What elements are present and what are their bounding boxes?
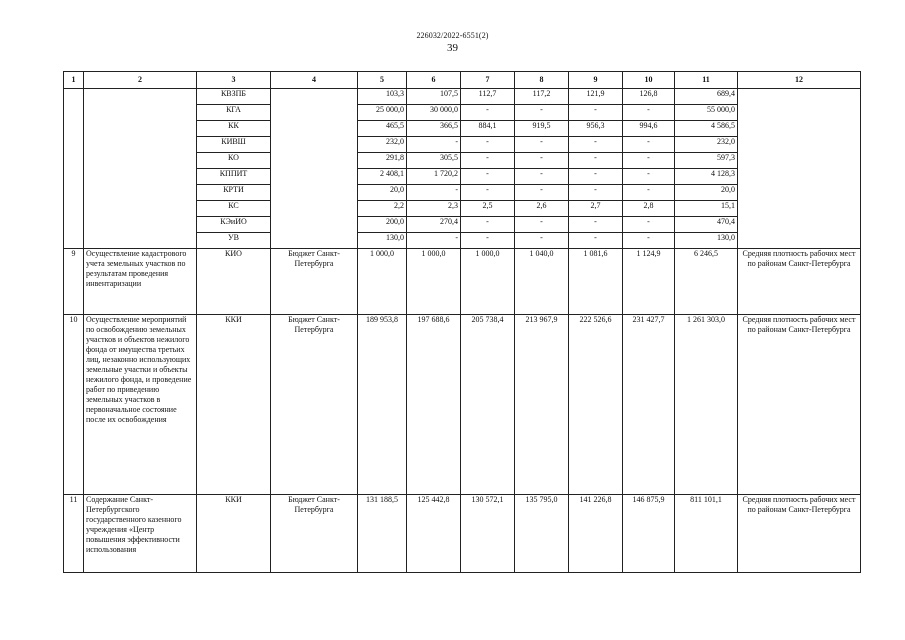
row-number-cell [64, 89, 84, 249]
value-cell: 465,5 [358, 121, 407, 137]
value-cell: - [515, 105, 569, 121]
value-cell: - [569, 137, 623, 153]
value-cell: - [407, 233, 461, 249]
description-cell [84, 89, 197, 249]
executor-code-cell: КРТИ [197, 185, 271, 201]
funding-source-cell: Бюджет Санкт-Петербурга [271, 315, 358, 495]
indicator-cell: Средняя плотность рабочих мест по районам Санкт-Петербурга [738, 315, 861, 495]
value-cell: - [461, 169, 515, 185]
value-cell: 1 000,0 [461, 249, 515, 315]
value-cell: 112,7 [461, 89, 515, 105]
value-cell: - [407, 185, 461, 201]
value-cell: 189 953,8 [358, 315, 407, 495]
col-header: 8 [515, 72, 569, 89]
table-row [64, 89, 861, 105]
value-cell: 6 246,5 [675, 249, 738, 315]
funding-source-cell: Бюджет Санкт-Петербурга [271, 249, 358, 315]
value-cell: 126,8 [623, 89, 675, 105]
value-cell: 205 738,4 [461, 315, 515, 495]
value-cell: 15,1 [675, 201, 738, 217]
col-header: 10 [623, 72, 675, 89]
value-cell: 1 261 303,0 [675, 315, 738, 495]
executor-code-cell: КЭиИО [197, 217, 271, 233]
value-cell: - [515, 233, 569, 249]
value-cell: 2,5 [461, 201, 515, 217]
value-cell: 4 586,5 [675, 121, 738, 137]
value-cell: 117,2 [515, 89, 569, 105]
value-cell: 232,0 [358, 137, 407, 153]
value-cell: 919,5 [515, 121, 569, 137]
value-cell: - [461, 185, 515, 201]
value-cell: - [569, 233, 623, 249]
program-table [63, 71, 861, 573]
col-header: 4 [271, 72, 358, 89]
value-cell: 121,9 [569, 89, 623, 105]
document-id: 226032/2022-6551(2) [416, 31, 489, 40]
value-cell: 1 000,0 [407, 249, 461, 315]
value-cell: 197 688,6 [407, 315, 461, 495]
column-numbers-row [64, 72, 861, 89]
value-cell: 130,0 [675, 233, 738, 249]
value-cell: 20,0 [675, 185, 738, 201]
executor-code-cell: ККИ [197, 495, 271, 573]
value-cell: 270,4 [407, 217, 461, 233]
value-cell: - [461, 153, 515, 169]
value-cell: - [461, 217, 515, 233]
value-cell: 597,3 [675, 153, 738, 169]
value-cell: 470,4 [675, 217, 738, 233]
value-cell: - [461, 233, 515, 249]
value-cell: 107,5 [407, 89, 461, 105]
value-cell: - [569, 105, 623, 121]
col-header: 5 [358, 72, 407, 89]
value-cell: 1 040,0 [515, 249, 569, 315]
value-cell: - [461, 105, 515, 121]
funding-source-cell [271, 89, 358, 249]
value-cell: 291,8 [358, 153, 407, 169]
value-cell: 20,0 [358, 185, 407, 201]
col-header: 11 [675, 72, 738, 89]
value-cell: 994,6 [623, 121, 675, 137]
value-cell: - [623, 153, 675, 169]
col-header: 6 [407, 72, 461, 89]
indicator-cell: Средняя плотность рабочих мест по районам Санкт-Петербурга [738, 495, 861, 573]
col-header: 7 [461, 72, 515, 89]
value-cell: 2,3 [407, 201, 461, 217]
value-cell: 1 124,9 [623, 249, 675, 315]
executor-code-cell: УВ [197, 233, 271, 249]
executor-code-cell: КК [197, 121, 271, 137]
executor-code-cell: КВЗПБ [197, 89, 271, 105]
value-cell: 55 000,0 [675, 105, 738, 121]
value-cell: - [623, 217, 675, 233]
value-cell: 141 226,8 [569, 495, 623, 573]
value-cell: - [569, 185, 623, 201]
value-cell: 1 081,6 [569, 249, 623, 315]
value-cell: 884,1 [461, 121, 515, 137]
col-header: 9 [569, 72, 623, 89]
value-cell: 135 795,0 [515, 495, 569, 573]
value-cell: 25 000,0 [358, 105, 407, 121]
value-cell: - [515, 169, 569, 185]
value-cell: 232,0 [675, 137, 738, 153]
value-cell: - [569, 153, 623, 169]
value-cell: 1 000,0 [358, 249, 407, 315]
executor-code-cell: КГА [197, 105, 271, 121]
value-cell: 125 442,8 [407, 495, 461, 573]
value-cell: - [623, 137, 675, 153]
value-cell: 200,0 [358, 217, 407, 233]
value-cell: 130 572,1 [461, 495, 515, 573]
col-header: 2 [84, 72, 197, 89]
description-cell: Осуществление мероприятий по освобождению земельных участков и объектов нежилого фонда от имущества третьих лиц, незаконно использующих земельные участки и объекты нежилого фонда, и проведение работ по приведению земельных участков в первоначальное состояние после их освобождения [84, 315, 197, 495]
value-cell: 956,3 [569, 121, 623, 137]
value-cell: 4 128,3 [675, 169, 738, 185]
value-cell: 130,0 [358, 233, 407, 249]
row-number-cell: 11 [64, 495, 84, 573]
table-row [64, 249, 861, 315]
value-cell: 2,2 [358, 201, 407, 217]
value-cell: - [623, 105, 675, 121]
executor-code-cell: КС [197, 201, 271, 217]
description-cell: Осуществление кадастрового учета земельных участков по результатам проведения инвентаризации [84, 249, 197, 315]
indicator-cell: Средняя плотность рабочих мест по районам Санкт-Петербурга [738, 249, 861, 315]
value-cell: 811 101,1 [675, 495, 738, 573]
col-header: 1 [64, 72, 84, 89]
value-cell: - [569, 169, 623, 185]
value-cell: - [515, 153, 569, 169]
executor-code-cell: КО [197, 153, 271, 169]
value-cell: 30 000,0 [407, 105, 461, 121]
value-cell: 222 526,6 [569, 315, 623, 495]
value-cell: 2 408,1 [358, 169, 407, 185]
row-number-cell: 10 [64, 315, 84, 495]
executor-code-cell: ККИ [197, 315, 271, 495]
value-cell: 213 967,9 [515, 315, 569, 495]
funding-source-cell: Бюджет Санкт-Петербурга [271, 495, 358, 573]
value-cell: - [623, 169, 675, 185]
executor-code-cell: КППИТ [197, 169, 271, 185]
value-cell: - [515, 137, 569, 153]
col-header: 12 [738, 72, 861, 89]
value-cell: 2,6 [515, 201, 569, 217]
value-cell: 2,8 [623, 201, 675, 217]
value-cell: 366,5 [407, 121, 461, 137]
value-cell: - [515, 185, 569, 201]
value-cell: 305,5 [407, 153, 461, 169]
value-cell: - [569, 217, 623, 233]
value-cell: 231 427,7 [623, 315, 675, 495]
value-cell: - [407, 137, 461, 153]
executor-code-cell: КИВШ [197, 137, 271, 153]
value-cell: - [623, 233, 675, 249]
value-cell: 689,4 [675, 89, 738, 105]
value-cell: 131 188,5 [358, 495, 407, 573]
value-cell: 146 875,9 [623, 495, 675, 573]
col-header: 3 [197, 72, 271, 89]
table-row [64, 315, 861, 495]
value-cell: 2,7 [569, 201, 623, 217]
row-number-cell: 9 [64, 249, 84, 315]
value-cell: - [461, 137, 515, 153]
table-row [64, 495, 861, 573]
value-cell: 103,3 [358, 89, 407, 105]
value-cell: 1 720,2 [407, 169, 461, 185]
value-cell: - [515, 217, 569, 233]
page-number: 39 [447, 42, 458, 54]
executor-code-cell: КИО [197, 249, 271, 315]
indicator-cell [738, 89, 861, 249]
value-cell: - [623, 185, 675, 201]
description-cell: Содержание Санкт-Петербургского государственного казенного учреждения «Центр повышения эффективности использования [84, 495, 197, 573]
